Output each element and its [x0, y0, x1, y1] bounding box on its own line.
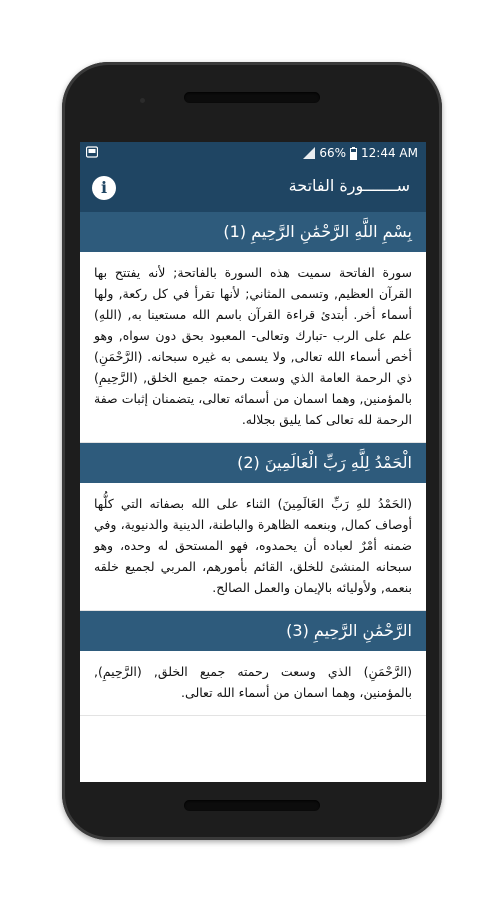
app-screen: [80, 142, 426, 782]
battery-icon: [350, 147, 357, 160]
verse-header: الْحَمْدُ لِلَّهِ رَبِّ الْعَالَمِينَ (2): [80, 443, 426, 483]
verse-tafsir: (الحَمْدُ للهِ رَبِّ العَالَمِينَ) الثناء على الله بصفاته التي كلُّها أوصاف كمال, وبنعمه الظاهرة والباطنة، الدينية والدنيوية، وفي ضمنه أمْرٌ لعباده أن يحمدوه، فهو المستحق له وحده، وهو سبحانه المنشئ للخلق، القائم بأمورهم، المربي لجميع خلقه بنعمه, ولأوليائه بالإيمان والعمل الصالح.: [80, 483, 426, 611]
signal-icon: [303, 147, 315, 159]
verse-item: [80, 443, 426, 611]
verse-tafsir: (الرَّحْمَنِ) الذي وسعت رحمته جميع الخلق, (الرَّحِيمِ), بالمؤمنين، وهما اسمان من أسماء الله تعالى.: [80, 651, 426, 716]
battery-percent: 66%: [319, 146, 347, 160]
verse-header: بِسْمِ اللَّهِ الرَّحْمَٰنِ الرَّحِيمِ (1): [80, 212, 426, 252]
camera-icon: [140, 98, 145, 103]
status-bar: [80, 142, 426, 164]
bottom-speaker: [184, 800, 320, 811]
app-bar: [80, 164, 426, 212]
status-time: 12:44 AM: [361, 146, 418, 160]
verse-item: [80, 611, 426, 716]
verse-item: [80, 212, 426, 443]
page-title: ســـــــورة الفاتحة: [288, 176, 410, 195]
verse-header: الرَّحْمَٰنِ الرَّحِيمِ (3): [80, 611, 426, 651]
verse-tafsir: سورة الفاتحة سميت هذه السورة بالفاتحة; لأنه يفتتح بها القرآن العظيم, وتسمى المثاني; لأنها تقرأ في كل ركعة, ولها أسماء أخر. أبتدئ قراءة القرآن باسم الله مستعينا به, (اللهِ) علم على الرب -تبارك وتعالى- المعبود بحق دون سواه, وهو أخص أسماء الله تعالى, ولا يسمى به غيره سبحانه. (الرَّحْمَنِ) ذي الرحمة العامة الذي وسعت رحمته جميع الخلق, (الرَّحِيمِ) بالمؤمنين, وهما اسمان من أسمائه تعالى، يتضمنان إثبات صفة الرحمة لله تعالى كما يليق بجلاله.: [80, 252, 426, 443]
phone-frame: [62, 62, 442, 840]
gallery-notification-icon: [86, 146, 98, 158]
info-icon[interactable]: i: [92, 176, 116, 200]
status-right-group: [303, 142, 418, 164]
earpiece-speaker: [184, 92, 320, 103]
verses-list[interactable]: [80, 212, 426, 782]
